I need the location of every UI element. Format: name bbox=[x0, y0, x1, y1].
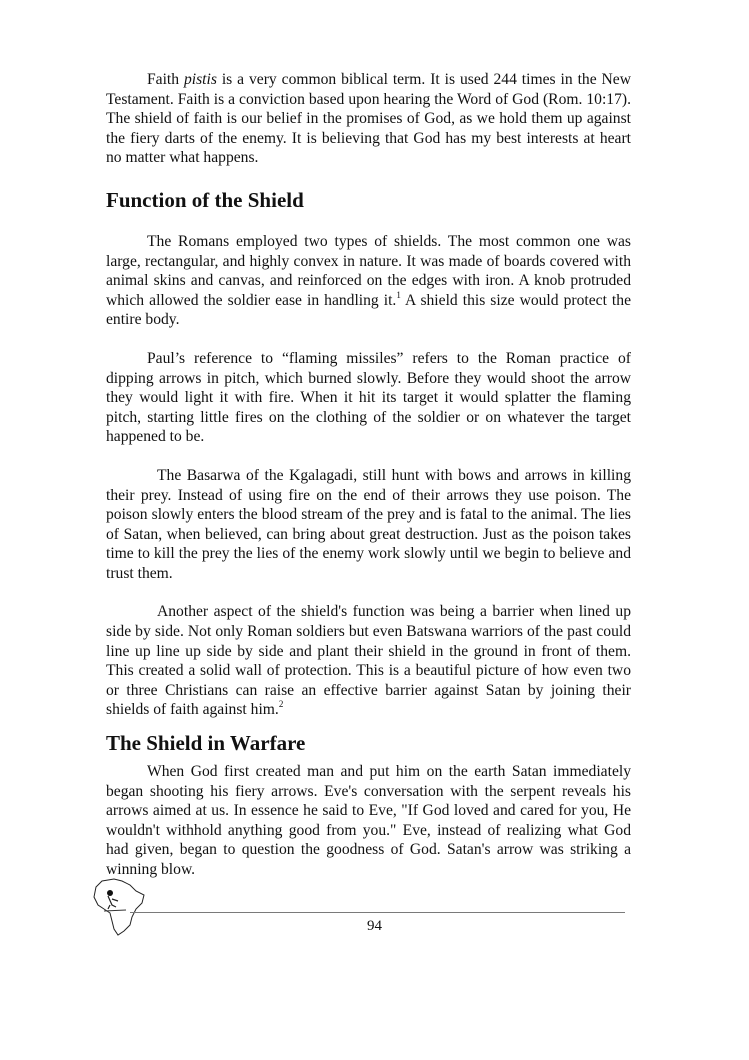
heading-shield-in-warfare: The Shield in Warfare bbox=[106, 731, 306, 756]
paragraph-faith-pistis: Faith pistis is a very common biblical term. It is used 244 times in the New Testament. Faith is a conviction based upon hearing the Word of God (Rom. 10:17). The shield of faith is our belief in the promises of God, as we hold them up against the fiery darts of the enemy. It is believing that God has my best interests at heart no matter what happens. bbox=[106, 71, 631, 167]
heading-function-of-shield: Function of the Shield bbox=[106, 187, 304, 212]
paragraph-satan-arrows: When God first created man and put him on the earth Satan immediately began shooting his fiery arrows. Eve's conversation with the serpent reveals his arrows aimed at us. In essence he said to Eve, "If God loved and cared for you, He wouldn't withhold anything good from you." Eve, instead of realizing what God had given, began to question the goodness of God. Satan's arrow was striking a winning blow. bbox=[106, 763, 631, 878]
page-number: 94 bbox=[367, 918, 382, 934]
italic-term: pistis bbox=[183, 71, 217, 88]
footer-divider bbox=[130, 912, 625, 913]
footnote-ref-1[interactable]: 1 bbox=[396, 289, 401, 300]
paragraph-roman-shields: The Romans employed two types of shields. The most common one was large, rectangular, and highly convex in nature. It was made of boards covered with animal skins and canvas, and reinforced on the edges with iron. A knob protruded which allowed the soldier ease in handling it.$^1$ A shield this size would protect the entire body. bbox=[106, 232, 631, 329]
paragraph-barrier: Another aspect of the shield's function was being a barrier when lined up side by side. Not only Roman soldiers but even Batswana warriors of the past could line up line up side by side and plant their shield in the ground in front of them. This created a solid wall of protection. This is a beautiful picture of how even two or three Christians can raise an effective barrier against Satan by joining their shields of faith against him.$^2$ bbox=[106, 603, 631, 719]
paragraph-flaming-missiles: Paul’s reference to “flaming missiles” refers to the Roman practice of dipping arrows in pitch, which burned slowly. Before they would shoot the arrow they would light it with fire. When it hit its target it would splatter the flaming pitch, starting little fires on the clothing of the soldier or on whatever the target happened to be. bbox=[106, 349, 631, 446]
page-body bbox=[106, 70, 631, 880]
paragraph-basarwa: The Basarwa of the Kgalagadi, still hunt with bows and arrows in killing their prey. Instead of using fire on the end of their arrows they use poison. The poison slowly enters the blood stream of the prey and is fatal to the animal. The lies of Satan, when believed, can bring about great destruction. Just as the poison takes time to kill the prey the lies of the enemy work slowly until we begin to believe and trust them. bbox=[106, 466, 631, 582]
footnote-ref-2[interactable]: 2 bbox=[278, 699, 284, 710]
